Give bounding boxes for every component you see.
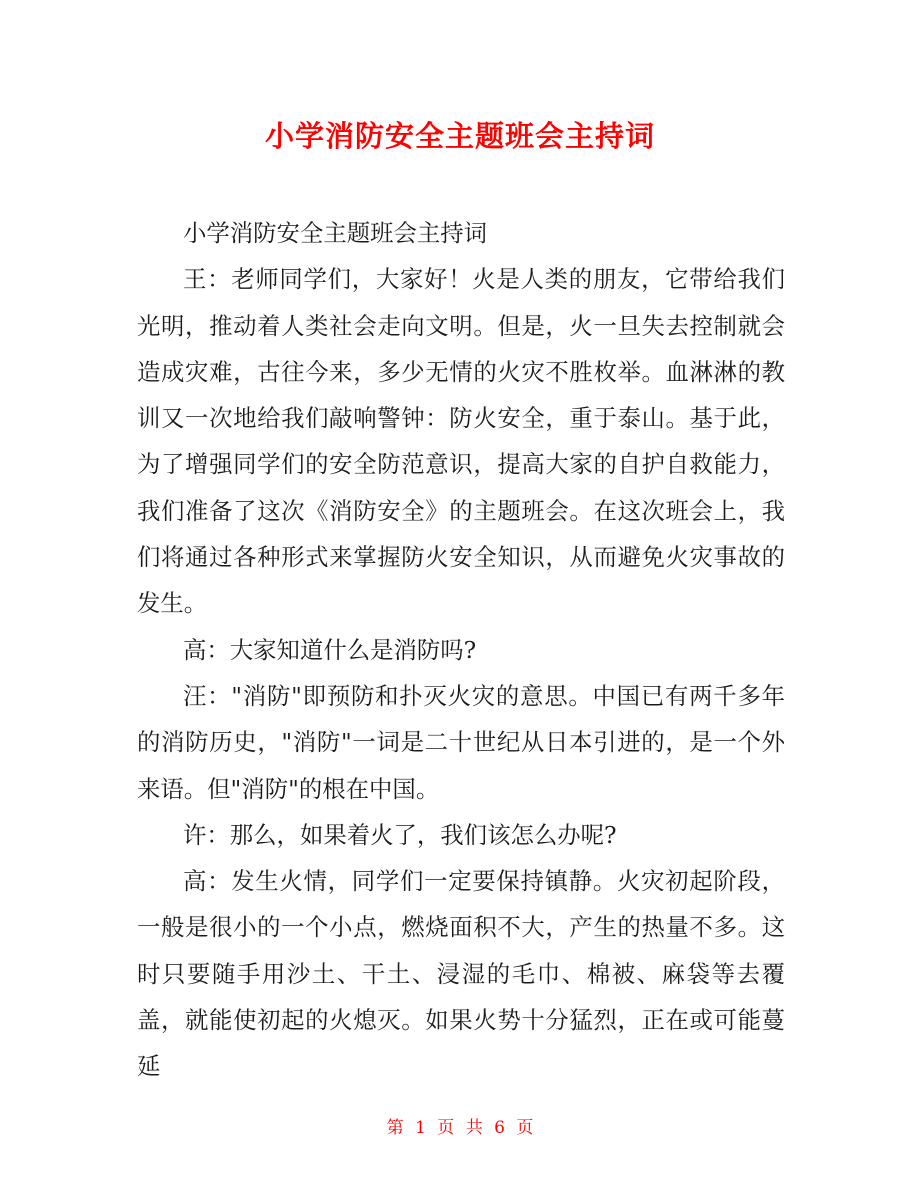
paragraph-heading: 小学消防安全主题班会主持词 [183,219,488,247]
page-number: 第 1 页 共 6 页 [386,1118,534,1138]
paragraph-wang-answer: 汪："消防"即预防和扑灭火灾的意思。中国已有两千多年的消防历史，"消防"一词是二十世纪从日本引进的，是一个外来语。但"消防"的根在中国。 [137,681,785,803]
paragraph-gao-question: 高：大家知道什么是消防吗? [183,635,477,664]
paragraph-wang-intro: 王：老师同学们，大家好！火是人类的朋友，它带给我们光明，推动着人类社会走向文明。但是，火一旦失去控制就会造成灾难，古往今来，多少无情的火灾不胜枚举。血淋淋的教训又一次地给我们敲响警钟：防火安全，重于泰山。基于此，为了增强同学们的安全防范意识，提高大家的自护自救能力，我们准备了这次《消防安全》的主题班会。在这次班会上，我们将通过各种形式来掌握防火安全知识，从而避免火灾事故的发生。 [137,265,785,618]
document-title: 小学消防安全主题班会主持词 [264,119,655,153]
paragraph-xu-question: 许：那么，如果着火了，我们该怎么办呢? [183,820,617,849]
paragraph-gao-answer: 高：发生火情，同学们一定要保持镇静。火灾初起阶段，一般是很小的一个小点，燃烧面积不大，产生的热量不多。这时只要随手用沙土、干土、浸湿的毛巾、棉被、麻袋等去覆盖，就能使初起的火熄灭。如果火势十分猛烈，正在或可能蔓延 [137,867,785,1081]
document-body [137,210,785,1090]
